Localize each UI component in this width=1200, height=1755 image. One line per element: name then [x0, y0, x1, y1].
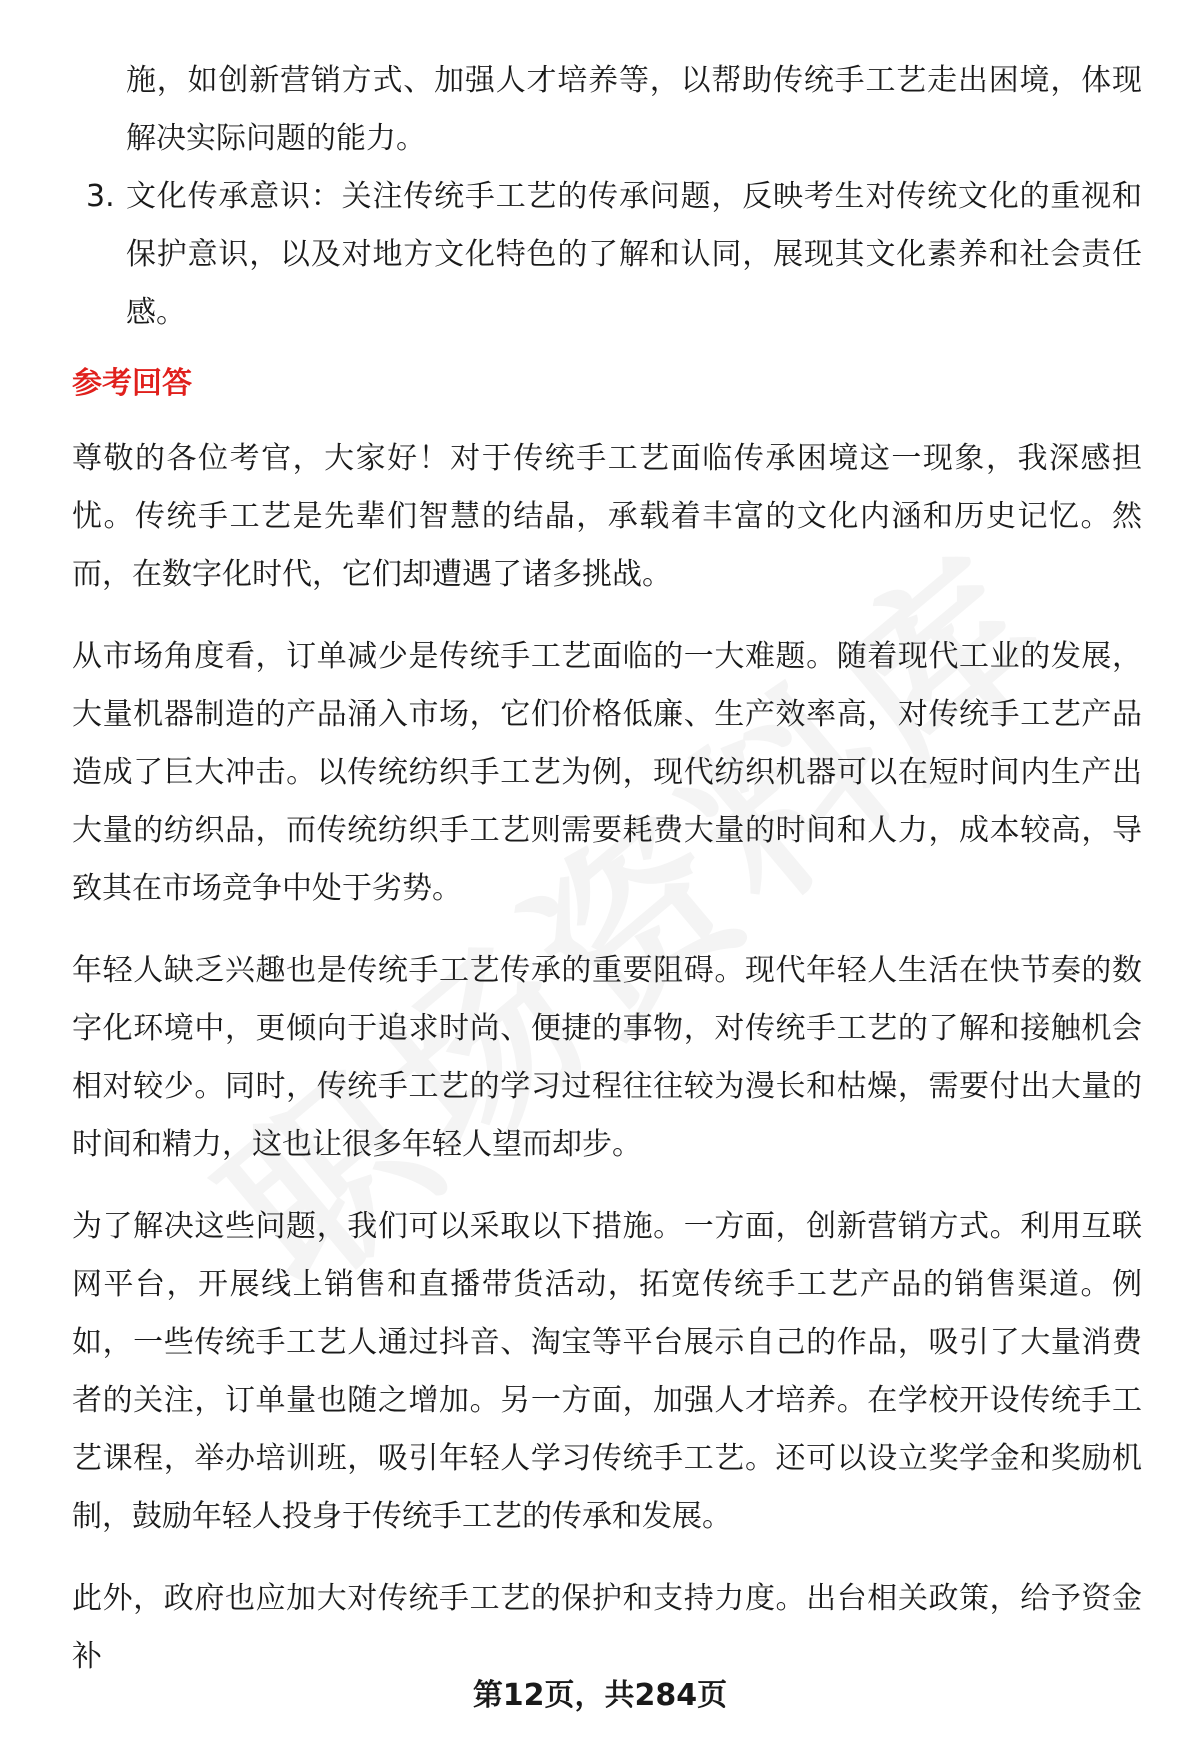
paragraph-youth: 年轻人缺乏兴趣也是传统手工艺传承的重要阻碍。现代年轻人生活在快节奏的数字化环境中，更倾向于追求时尚、便捷的事物，对传统手工艺的了解和接触机会相对较少。同时，传统手工艺的学习过程往往较为漫长和枯燥，需要付出大量的时间和精力，这也让很多年轻人望而却步。 — [72, 953, 1142, 1162]
paragraph-measures: 为了解决这些问题，我们可以采取以下措施。一方面，创新营销方式。利用互联网平台，开展线上销售和直播带货活动，拓宽传统手工艺产品的销售渠道。例如，一些传统手工艺人通过抖音、淘宝等平台展示自己的作品，吸引了大量消费者的关注，订单量也随之增加。另一方面，加强人才培养。在学校开设传统手工艺课程，举办培训班，吸引年轻人学习传统手工艺。还可以设立奖学金和奖励机制，鼓励年轻人投身于传统手工艺的传承和发展。 — [72, 1209, 1142, 1534]
section-heading: 参考回答 — [72, 366, 192, 401]
paragraph-government: 此外，政府也应加大对传统手工艺的保护和支持力度。出台相关政策，给予资金补 — [72, 1581, 1142, 1674]
list-item-3 — [72, 168, 1142, 342]
list-item-text: 文化传承意识：关注传统手工艺的传承问题，反映考生对传统文化的重视和保护意识，以及对地方文化特色的了解和认同，展现其文化素养和社会责任感。 — [126, 179, 1142, 330]
document-body — [72, 52, 1142, 1710]
list-item-continuation — [72, 52, 1142, 168]
list-item-number: 3. — [86, 179, 115, 214]
page-number: 第12页，共284页 — [472, 1678, 728, 1713]
list-continuation-text: 施，如创新营销方式、加强人才培养等，以帮助传统手工艺走出困境，体现解决实际问题的能力。 — [126, 63, 1142, 156]
paragraph-intro: 尊敬的各位考官，大家好！对于传统手工艺面临传承困境这一现象，我深感担忧。传统手工艺是先辈们智慧的结晶，承载着丰富的文化内涵和历史记忆。然而，在数字化时代，它们却遭遇了诸多挑战。 — [72, 441, 1142, 592]
paragraph-market: 从市场角度看，订单减少是传统手工艺面临的一大难题。随着现代工业的发展，大量机器制造的产品涌入市场，它们价格低廉、生产效率高，对传统手工艺产品造成了巨大冲击。以传统纺织手工艺为例，现代纺织机器可以在短时间内生产出大量的纺织品，而传统纺织手工艺则需要耗费大量的时间和人力，成本较高，导致其在市场竞争中处于劣势。 — [72, 639, 1142, 906]
